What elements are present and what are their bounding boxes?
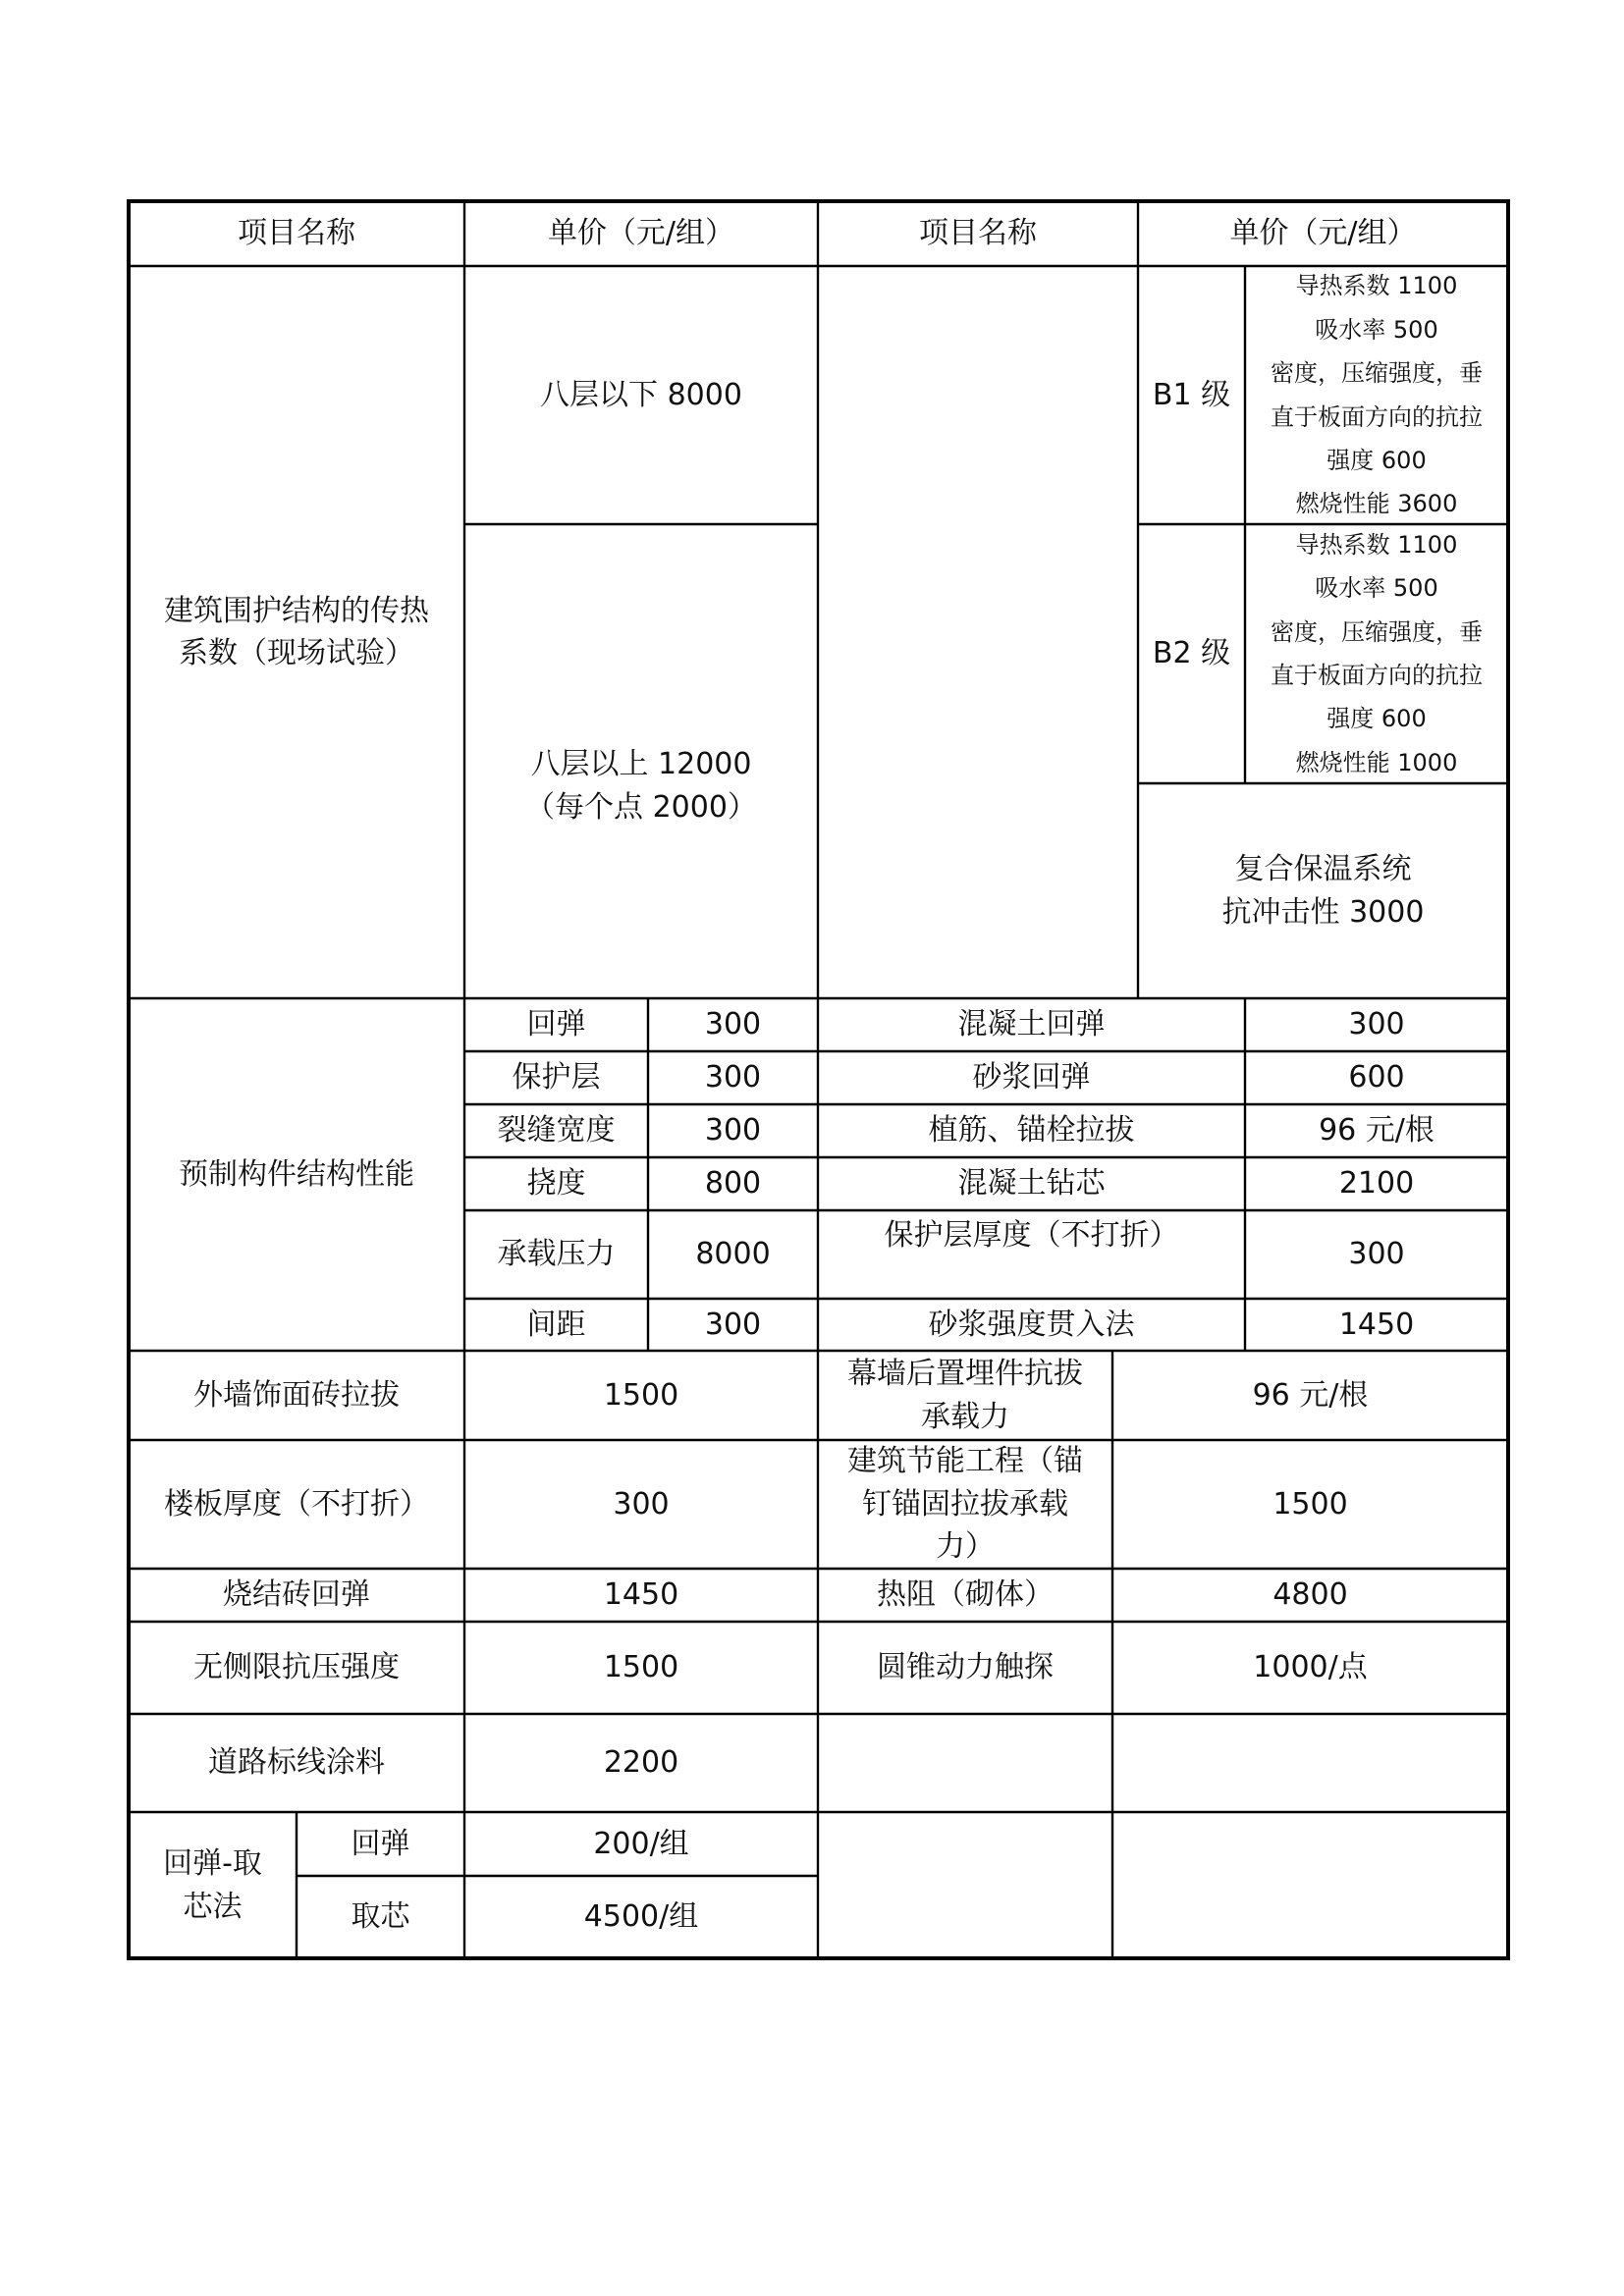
table-cell-price: 300 — [704, 1113, 762, 1148]
table-cell-label: 回弹 — [526, 1007, 586, 1042]
b2-item: 直于板面方向的抗拉 — [1271, 662, 1483, 689]
b2-item: 强度 600 — [1326, 705, 1427, 733]
table-cell-label: 回弹 — [351, 1826, 410, 1861]
price-above-eight-line2: （每个点 2000） — [525, 789, 757, 825]
table-cell-label — [818, 1440, 1112, 1569]
table-cell-label: 取芯 — [351, 1899, 410, 1935]
composite-insulation-impact — [1138, 783, 1508, 998]
table-cell-label: 保护层厚度（不打折） — [884, 1218, 1179, 1253]
cell-line: 圆锥动力触探 — [877, 1650, 1054, 1685]
table-cell-label: 无侧限抗压强度 — [193, 1650, 400, 1685]
table-cell-label: 道路标线涂料 — [208, 1745, 385, 1781]
table-cell-label — [818, 1622, 1112, 1714]
header-item-name-right: 项目名称 — [919, 216, 1037, 251]
table-cell-price: 2100 — [1338, 1166, 1415, 1201]
table-cell-label: 保护层 — [512, 1060, 601, 1095]
cell-line: 承载力 — [921, 1399, 1009, 1434]
table-cell-label: 承载压力 — [497, 1237, 616, 1272]
table-cell-price: 300 — [704, 1307, 762, 1342]
table-cell-price: 600 — [1348, 1060, 1405, 1095]
table-cell-label: 挠度 — [526, 1166, 586, 1201]
precast-structure-performance-name: 预制构件结构性能 — [179, 1156, 414, 1192]
table-cell-label: 外墙饰面砖拉拔 — [193, 1377, 400, 1413]
b2-item: 导热系数 1100 — [1295, 530, 1458, 559]
cell-line: 热阻（砌体） — [877, 1577, 1054, 1613]
table-cell-price: 96 元/根 — [1319, 1113, 1435, 1148]
heat-transfer-name-line1: 建筑围护结构的传热 — [164, 593, 429, 628]
table-cell-label — [818, 1569, 1112, 1622]
cell-line: 钉锚固拉拔承载 — [862, 1486, 1068, 1522]
table-cell-price: 4800 — [1272, 1577, 1348, 1613]
table-cell-label: 间距 — [526, 1307, 586, 1342]
table-cell-price: 2200 — [603, 1745, 679, 1781]
table-cell-label: 楼板厚度（不打折） — [164, 1486, 429, 1522]
table-cell-price: 300 — [704, 1007, 762, 1042]
table-cell-price: 1450 — [603, 1577, 679, 1613]
b2-item: 吸水率 500 — [1315, 574, 1438, 603]
b2-item: 密度，压缩强度，垂 — [1271, 617, 1483, 646]
b1-item: 密度，压缩强度，垂 — [1271, 359, 1483, 388]
b2-item: 燃烧性能 1000 — [1295, 748, 1458, 776]
cell-line: 幕墙后置埋件抗拔 — [847, 1357, 1083, 1391]
cell-line: 力） — [936, 1529, 995, 1565]
table-cell-price: 200/组 — [593, 1826, 689, 1861]
header-unit-price-left: 单价（元/组） — [547, 216, 735, 251]
table-cell-label: 混凝土钻芯 — [957, 1166, 1106, 1201]
b1-grade-label: B1 级 — [1152, 377, 1231, 412]
table-cell-price: 300 — [613, 1486, 670, 1522]
b1-item: 燃烧性能 3600 — [1295, 490, 1458, 518]
b1-item: 吸水率 500 — [1315, 315, 1438, 344]
b1-grade-items — [1245, 266, 1508, 524]
cell-line: 建筑节能工程（锚 — [847, 1444, 1083, 1479]
heat-transfer-name-line2: 系数（现场试验） — [179, 636, 414, 670]
table-cell-price: 300 — [1348, 1237, 1405, 1272]
table-cell-price: 1500 — [603, 1650, 679, 1685]
price-above-eight-line1: 八层以上 12000 — [530, 747, 752, 781]
table-cell-price: 800 — [704, 1166, 762, 1201]
composite-line1: 复合保温系统 — [1234, 852, 1412, 886]
price-below-eight-floors: 八层以下 8000 — [540, 377, 742, 412]
b2-grade-label: B2 级 — [1152, 636, 1231, 671]
table-cell-price: 96 元/根 — [1252, 1377, 1369, 1413]
price-above-eight-floors — [464, 524, 818, 998]
rebound-coring-line1: 回弹-取 — [163, 1846, 262, 1881]
composite-line2: 抗冲击性 3000 — [1221, 894, 1425, 930]
table-cell-label: 烧结砖回弹 — [223, 1577, 370, 1613]
table-cell-label: 裂缝宽度 — [497, 1113, 616, 1148]
rebound-coring-method-name — [129, 1812, 297, 1958]
header-unit-price-right: 单价（元/组） — [1229, 216, 1417, 251]
table-cell-price: 1450 — [1338, 1307, 1415, 1342]
table-cell-label: 砂浆强度贯入法 — [928, 1307, 1135, 1342]
table-cell-price: 300 — [704, 1060, 762, 1095]
table-cell-price: 4500/组 — [583, 1899, 699, 1935]
table-cell-price: 1500 — [603, 1377, 679, 1413]
heat-transfer-coefficient-name — [129, 266, 464, 998]
table-cell-label: 砂浆回弹 — [972, 1060, 1091, 1095]
table-cell-price: 300 — [1348, 1007, 1405, 1042]
b1-item: 强度 600 — [1326, 446, 1427, 474]
table-cell-price: 1500 — [1272, 1486, 1348, 1522]
table-cell-price: 8000 — [695, 1237, 771, 1272]
header-item-name-left: 项目名称 — [238, 216, 355, 251]
b1-item: 导热系数 1100 — [1295, 272, 1458, 300]
table-cell-label: 混凝土回弹 — [957, 1007, 1106, 1042]
b2-grade-items — [1245, 524, 1508, 783]
b1-item: 直于板面方向的抗拉 — [1271, 402, 1483, 431]
table-cell-price: 1000/点 — [1253, 1650, 1368, 1685]
table-cell-label — [818, 1351, 1112, 1440]
table-cell-label: 植筋、锚栓拉拔 — [928, 1113, 1135, 1148]
rebound-coring-line2: 芯法 — [183, 1889, 243, 1924]
